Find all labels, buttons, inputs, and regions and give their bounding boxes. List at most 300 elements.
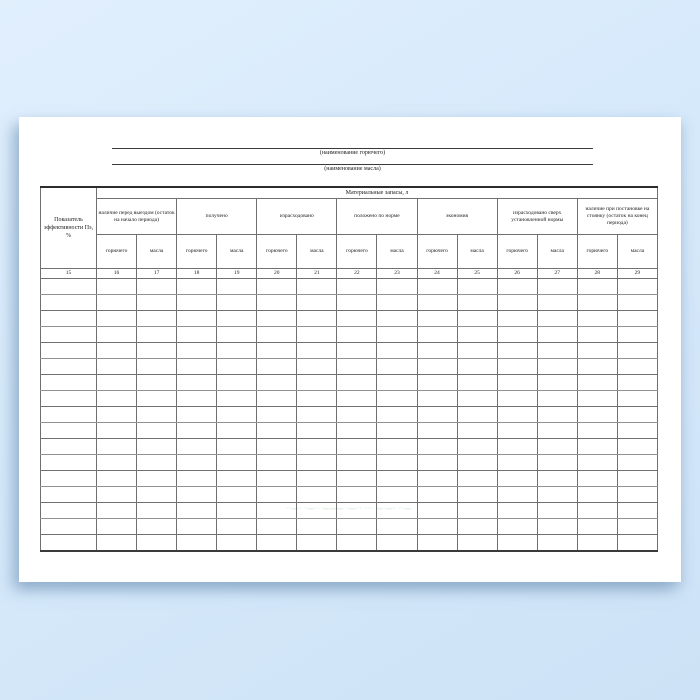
body-cell — [217, 423, 257, 439]
body-cell — [417, 375, 457, 391]
body-cell — [377, 391, 417, 407]
body-cell — [177, 423, 217, 439]
body-cell — [97, 295, 137, 311]
body-cell — [457, 311, 497, 327]
body-cell — [377, 471, 417, 487]
table-row — [41, 343, 658, 359]
body-cell — [377, 487, 417, 503]
body-cell — [257, 279, 297, 295]
table-row — [41, 455, 658, 471]
body-cell — [177, 439, 217, 455]
body-cell-indicator — [41, 279, 97, 295]
body-cell — [617, 439, 657, 455]
body-cell — [377, 407, 417, 423]
table-body — [41, 279, 658, 552]
body-cell — [497, 343, 537, 359]
body-cell — [177, 391, 217, 407]
body-cell — [577, 519, 617, 535]
body-cell-indicator — [41, 359, 97, 375]
body-cell — [217, 295, 257, 311]
body-cell-indicator — [41, 535, 97, 552]
table-row — [41, 503, 658, 519]
body-cell — [337, 423, 377, 439]
body-cell — [417, 311, 457, 327]
body-cell — [297, 439, 337, 455]
body-cell — [457, 455, 497, 471]
column-number: 21 — [297, 269, 337, 279]
body-cell — [97, 439, 137, 455]
body-cell — [217, 391, 257, 407]
body-cell — [377, 439, 417, 455]
body-cell — [97, 359, 137, 375]
table-row — [41, 391, 658, 407]
table-row — [41, 439, 658, 455]
column-number: 28 — [577, 269, 617, 279]
body-cell — [337, 343, 377, 359]
column-number: 25 — [457, 269, 497, 279]
oil-name-caption: (наименование масла) — [324, 166, 381, 172]
body-cell — [177, 503, 217, 519]
body-cell — [457, 407, 497, 423]
body-cell — [537, 391, 577, 407]
body-cell — [257, 295, 297, 311]
body-cell — [617, 455, 657, 471]
fuel-name-rule — [112, 148, 593, 149]
body-cell — [97, 535, 137, 552]
sub-header-fuel: горючего — [497, 235, 537, 269]
body-cell — [177, 471, 217, 487]
body-cell — [337, 327, 377, 343]
table-row — [41, 519, 658, 535]
column-number: 20 — [257, 269, 297, 279]
body-cell — [217, 327, 257, 343]
column-number: 23 — [377, 269, 417, 279]
body-cell — [617, 471, 657, 487]
body-cell — [617, 375, 657, 391]
body-cell — [617, 279, 657, 295]
body-cell-indicator — [41, 391, 97, 407]
body-cell — [97, 343, 137, 359]
body-cell — [617, 503, 657, 519]
body-cell — [337, 391, 377, 407]
body-cell — [137, 439, 177, 455]
body-cell — [617, 407, 657, 423]
watermark: ··—· ·—·· ——— ·—·· ··· —·—· ··— — [286, 506, 412, 512]
body-cell — [297, 311, 337, 327]
body-cell — [537, 343, 577, 359]
body-cell — [337, 279, 377, 295]
body-cell — [97, 423, 137, 439]
sub-header-oil: масла — [217, 235, 257, 269]
column-number: 19 — [217, 269, 257, 279]
body-cell — [177, 455, 217, 471]
column-number: 18 — [177, 269, 217, 279]
body-cell — [537, 407, 577, 423]
body-cell — [217, 535, 257, 552]
body-cell — [257, 535, 297, 552]
body-cell — [137, 455, 177, 471]
body-cell — [377, 519, 417, 535]
body-cell — [497, 279, 537, 295]
body-cell — [537, 359, 577, 375]
body-cell — [257, 391, 297, 407]
body-cell — [177, 375, 217, 391]
body-cell — [537, 423, 577, 439]
column-number: 15 — [41, 269, 97, 279]
body-cell — [177, 343, 217, 359]
table-row — [41, 407, 658, 423]
body-cell — [537, 535, 577, 552]
body-cell — [337, 359, 377, 375]
group-header-over-norm: израсходовано сверх установленной нормы — [497, 199, 577, 235]
body-cell — [537, 295, 577, 311]
body-cell — [497, 359, 537, 375]
table-row — [41, 535, 658, 552]
body-cell — [297, 519, 337, 535]
body-cell — [137, 471, 177, 487]
body-cell — [417, 423, 457, 439]
body-cell — [297, 295, 337, 311]
body-cell — [417, 471, 457, 487]
body-cell — [617, 295, 657, 311]
body-cell — [457, 391, 497, 407]
body-cell — [417, 327, 457, 343]
body-cell — [97, 455, 137, 471]
body-cell — [537, 503, 577, 519]
body-cell — [297, 535, 337, 552]
body-cell — [537, 455, 577, 471]
body-cell-indicator — [41, 455, 97, 471]
body-cell — [497, 535, 537, 552]
body-cell — [457, 327, 497, 343]
body-cell — [537, 327, 577, 343]
body-cell — [137, 503, 177, 519]
sub-header-fuel: горючего — [577, 235, 617, 269]
form-page — [19, 117, 681, 582]
body-cell — [417, 503, 457, 519]
body-cell — [577, 503, 617, 519]
body-cell — [97, 407, 137, 423]
body-cell-indicator — [41, 423, 97, 439]
sub-header-oil: масла — [457, 235, 497, 269]
body-cell — [457, 535, 497, 552]
body-cell — [457, 279, 497, 295]
body-cell — [137, 311, 177, 327]
body-cell — [577, 471, 617, 487]
body-cell — [577, 423, 617, 439]
body-cell-indicator — [41, 471, 97, 487]
body-cell-indicator — [41, 343, 97, 359]
body-cell — [417, 487, 457, 503]
sub-header-oil: масла — [617, 235, 657, 269]
group-header-economy: экономия — [417, 199, 497, 235]
group-header-on-hand-end: наличие при постановке на стоянку (остаток на конец периода) — [577, 199, 657, 235]
body-cell — [97, 487, 137, 503]
body-cell — [497, 423, 537, 439]
column-number-row — [41, 269, 658, 279]
body-cell — [377, 503, 417, 519]
body-cell — [577, 407, 617, 423]
body-cell — [217, 439, 257, 455]
body-cell-indicator — [41, 375, 97, 391]
body-cell — [577, 391, 617, 407]
sub-header-oil: масла — [377, 235, 417, 269]
body-cell — [617, 359, 657, 375]
body-cell-indicator — [41, 487, 97, 503]
body-cell — [217, 279, 257, 295]
body-cell — [217, 503, 257, 519]
body-cell — [457, 359, 497, 375]
body-cell — [617, 519, 657, 535]
body-cell — [617, 311, 657, 327]
body-cell — [577, 327, 617, 343]
body-cell — [577, 487, 617, 503]
body-cell — [177, 487, 217, 503]
column-number: 24 — [417, 269, 457, 279]
body-cell — [177, 279, 217, 295]
body-cell — [497, 487, 537, 503]
body-cell — [377, 375, 417, 391]
table-row — [41, 423, 658, 439]
body-cell — [457, 503, 497, 519]
body-cell — [137, 279, 177, 295]
body-cell-indicator — [41, 295, 97, 311]
body-cell — [137, 519, 177, 535]
body-cell — [457, 343, 497, 359]
table-row — [41, 311, 658, 327]
body-cell — [257, 311, 297, 327]
body-cell-indicator — [41, 503, 97, 519]
body-cell — [297, 359, 337, 375]
column-number: 17 — [137, 269, 177, 279]
body-cell — [97, 503, 137, 519]
body-cell — [257, 439, 297, 455]
body-cell — [377, 279, 417, 295]
body-cell — [577, 535, 617, 552]
sub-header-fuel: горючего — [417, 235, 457, 269]
body-cell — [377, 295, 417, 311]
body-cell — [217, 311, 257, 327]
body-cell-indicator — [41, 407, 97, 423]
body-cell — [97, 375, 137, 391]
body-cell — [177, 407, 217, 423]
body-cell — [497, 407, 537, 423]
body-cell — [617, 535, 657, 552]
oil-name-rule — [112, 164, 593, 165]
body-cell — [417, 407, 457, 423]
body-cell — [257, 455, 297, 471]
body-cell — [297, 455, 337, 471]
body-cell — [337, 519, 377, 535]
table-row — [41, 295, 658, 311]
body-cell — [417, 295, 457, 311]
body-cell — [497, 519, 537, 535]
body-cell — [497, 375, 537, 391]
table-row — [41, 471, 658, 487]
body-cell — [337, 503, 377, 519]
body-cell — [137, 295, 177, 311]
table-title-row — [41, 187, 658, 199]
body-cell — [297, 423, 337, 439]
body-cell — [577, 439, 617, 455]
sub-header-fuel: горючего — [337, 235, 377, 269]
body-cell — [177, 327, 217, 343]
body-cell — [537, 487, 577, 503]
body-cell — [577, 343, 617, 359]
body-cell — [297, 503, 337, 519]
group-header-on-hand-start: наличие перед выездом (остаток на начало периода) — [97, 199, 177, 235]
table-row — [41, 327, 658, 343]
body-cell — [457, 471, 497, 487]
body-cell — [97, 311, 137, 327]
body-cell — [337, 311, 377, 327]
body-cell — [257, 375, 297, 391]
sub-header-fuel: горючего — [257, 235, 297, 269]
body-cell — [217, 375, 257, 391]
body-cell — [177, 295, 217, 311]
body-cell — [457, 295, 497, 311]
body-cell — [417, 391, 457, 407]
body-cell — [177, 519, 217, 535]
body-cell — [577, 375, 617, 391]
body-cell — [137, 327, 177, 343]
body-cell — [617, 487, 657, 503]
body-cell — [417, 359, 457, 375]
body-cell — [217, 455, 257, 471]
body-cell — [217, 407, 257, 423]
body-cell — [137, 407, 177, 423]
sub-header-fuel: горючего — [177, 235, 217, 269]
body-cell — [377, 343, 417, 359]
group-header-received: получено — [177, 199, 257, 235]
body-cell — [337, 535, 377, 552]
body-cell — [537, 439, 577, 455]
body-cell-indicator — [41, 311, 97, 327]
body-cell — [297, 327, 337, 343]
body-cell — [497, 327, 537, 343]
table-row — [41, 359, 658, 375]
body-cell — [497, 503, 537, 519]
body-cell — [337, 407, 377, 423]
body-cell — [257, 359, 297, 375]
body-cell — [217, 487, 257, 503]
body-cell — [297, 471, 337, 487]
body-cell — [137, 359, 177, 375]
table-title: Материальные запасы, л — [97, 187, 658, 199]
body-cell — [417, 519, 457, 535]
material-stocks-table — [40, 186, 658, 552]
body-cell — [537, 471, 577, 487]
body-cell — [297, 343, 337, 359]
sub-header-oil: масла — [137, 235, 177, 269]
body-cell — [297, 407, 337, 423]
body-cell — [457, 519, 497, 535]
body-cell — [497, 439, 537, 455]
body-cell — [297, 279, 337, 295]
body-cell — [257, 423, 297, 439]
body-cell — [497, 391, 537, 407]
body-cell — [137, 535, 177, 552]
group-header-allowed-by-norm: положено по норме — [337, 199, 417, 235]
body-cell — [577, 311, 617, 327]
body-cell — [377, 359, 417, 375]
body-cell — [457, 375, 497, 391]
body-cell — [257, 487, 297, 503]
body-cell — [617, 343, 657, 359]
sub-header-oil: масла — [297, 235, 337, 269]
body-cell — [257, 519, 297, 535]
body-cell — [377, 455, 417, 471]
body-cell — [457, 423, 497, 439]
body-cell — [537, 279, 577, 295]
body-cell — [177, 311, 217, 327]
body-cell — [217, 471, 257, 487]
body-cell — [297, 375, 337, 391]
table-row — [41, 487, 658, 503]
body-cell — [417, 279, 457, 295]
table-row — [41, 279, 658, 295]
body-cell — [497, 455, 537, 471]
body-cell — [417, 455, 457, 471]
body-cell — [417, 343, 457, 359]
body-cell — [177, 535, 217, 552]
body-cell — [377, 311, 417, 327]
body-cell — [257, 503, 297, 519]
body-cell — [537, 311, 577, 327]
body-cell — [337, 439, 377, 455]
body-cell — [337, 487, 377, 503]
body-cell — [217, 519, 257, 535]
body-cell — [497, 471, 537, 487]
body-cell — [337, 295, 377, 311]
body-cell — [497, 311, 537, 327]
body-cell-indicator — [41, 327, 97, 343]
efficiency-indicator-header: Показатель эффективности Пэ, % — [41, 187, 97, 269]
body-cell — [217, 343, 257, 359]
body-cell-indicator — [41, 439, 97, 455]
table-header — [41, 187, 658, 279]
body-cell — [617, 423, 657, 439]
column-number: 29 — [617, 269, 657, 279]
body-cell — [577, 295, 617, 311]
body-cell — [257, 327, 297, 343]
body-cell — [537, 519, 577, 535]
body-cell — [337, 375, 377, 391]
body-cell — [217, 359, 257, 375]
column-number: 26 — [497, 269, 537, 279]
body-cell — [457, 439, 497, 455]
body-cell — [417, 535, 457, 552]
body-cell — [417, 439, 457, 455]
column-number: 22 — [337, 269, 377, 279]
body-cell — [577, 455, 617, 471]
body-cell — [137, 487, 177, 503]
body-cell — [97, 471, 137, 487]
body-cell — [97, 519, 137, 535]
body-cell — [537, 375, 577, 391]
table-row — [41, 375, 658, 391]
body-cell-indicator — [41, 519, 97, 535]
body-cell — [257, 343, 297, 359]
body-cell — [137, 423, 177, 439]
body-cell — [337, 455, 377, 471]
body-cell — [377, 535, 417, 552]
body-cell — [257, 407, 297, 423]
body-cell — [577, 279, 617, 295]
body-cell — [177, 359, 217, 375]
body-cell — [137, 391, 177, 407]
fuel-name-caption: (наименование горючего) — [319, 150, 386, 156]
